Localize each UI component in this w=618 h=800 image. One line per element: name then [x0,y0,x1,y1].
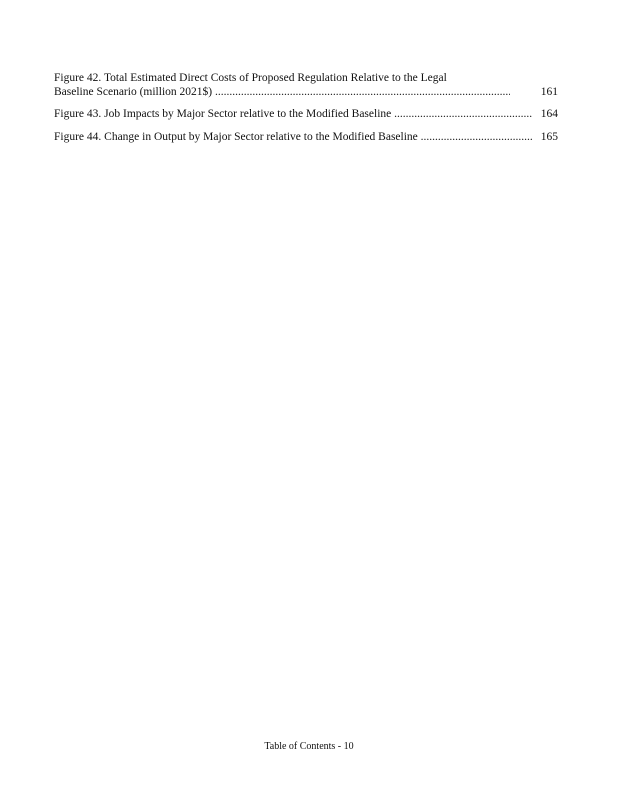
toc-entry-title-line2 [54,86,510,100]
page-footer: Table of Contents - 10 [264,741,354,752]
toc-entry-page-number: 165 [540,130,558,143]
toc-entry-title [54,72,532,99]
toc-entry-title [54,131,532,145]
toc-entry-page-number: 164 [540,108,558,120]
toc-entry-title-text: Figure 44. Change in Output by Major Sector relative to the Modified Baseline [54,130,418,143]
toc-entry-title [54,108,532,122]
toc-entry-figure-44[interactable] [54,131,558,145]
toc-entry-figure-43[interactable] [54,108,558,122]
toc-entry-figure-42[interactable] [54,72,558,99]
toc-entry-title-line1: Figure 42. Total Estimated Direct Costs of Proposed Regulation Relative to the Legal [54,72,447,84]
table-of-figures [54,72,558,153]
toc-entry-page-number: 161 [540,85,558,98]
toc-entry-title-line2-text: Baseline Scenario (million 2021$) [54,85,213,98]
toc-entry-title-text: Figure 43. Job Impacts by Major Sector relative to the Modified Baseline [54,108,392,120]
